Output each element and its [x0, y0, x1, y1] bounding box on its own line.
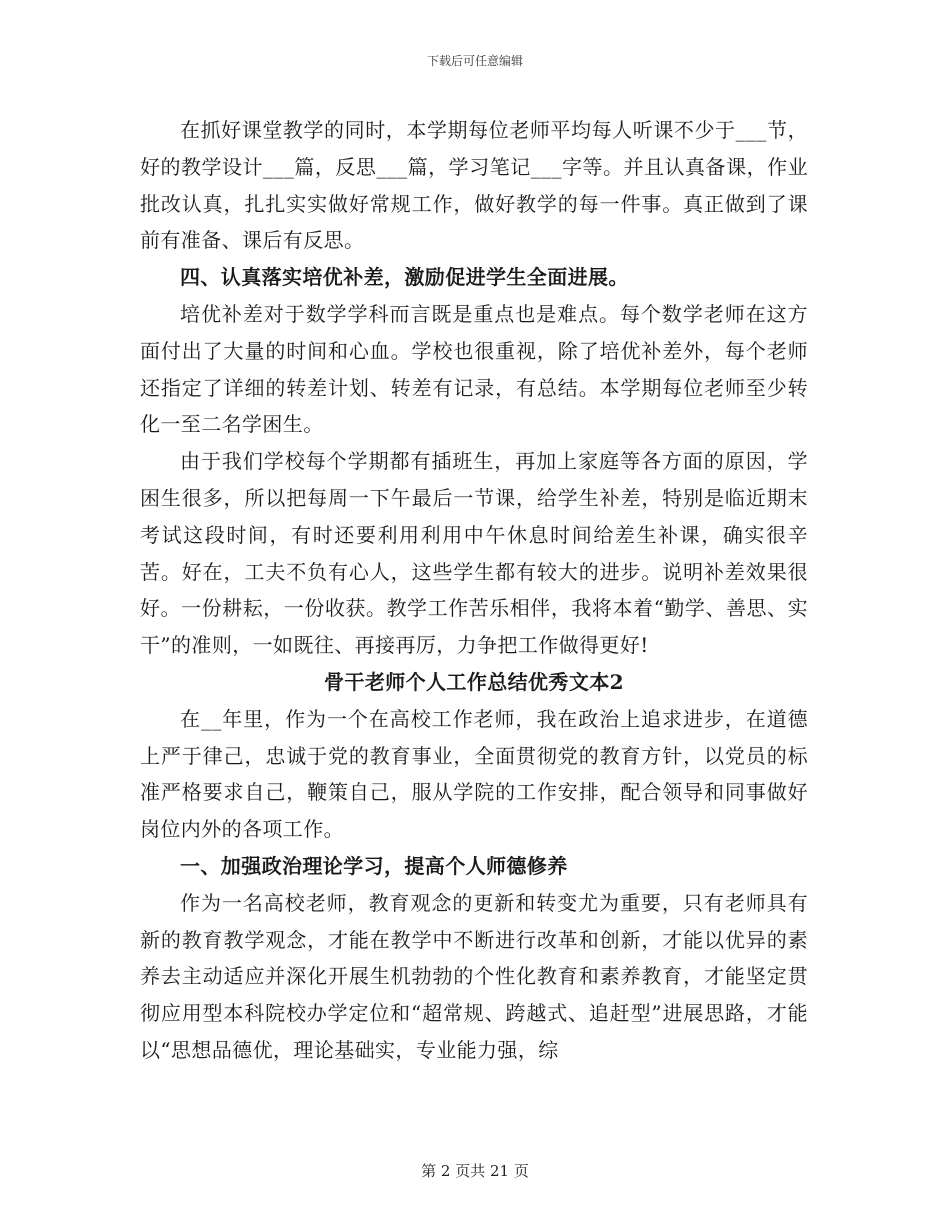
- paragraph-lesson-observation: 在抓好课堂教学的同时，本学期每位老师平均每人听课不少于___节，好的教学设计___篇，反思___篇，学习笔记___字等。并且认真备课，作业批改认真，扎扎实实做好常规工作，做好教学的每一件事。真正做到了课前有准备、课后有反思。: [140, 118, 808, 253]
- page-footer: 第 2 页共 21 页: [421, 1162, 529, 1180]
- document-title-2: 骨干老师个人工作总结优秀文本2: [324, 669, 624, 694]
- paragraph-tutoring-intro: 培优补差对于数学学科而言既是重点也是难点。每个数学老师在这方面付出了大量的时间和心血。学校也很重视，除了培优补差外，每个老师还指定了详细的转差计划、转差有记录，有总结。本学期每位老师至少转化一至二名学困生。: [140, 301, 808, 437]
- page-header: 下载后可任意编辑: [426, 54, 523, 68]
- section-heading-four: 四、认真落实培优补差，激励促进学生全面进展。: [180, 265, 629, 290]
- paragraph-education-concepts: 作为一名高校老师，教育观念的更新和转变尤为重要，只有老师具有新的教育教学观念，才能在教学中不断进行改革和创新，才能以优异的素养去主动适应并深化开展生机勃勃的个性化教育和素养教育，才能坚定贯彻应用型本科院校办学定位和“超常规、跨越式、追赶型”进展思路，才能以“思想品德优，理论基础实，专业能力强，综: [140, 890, 808, 1062]
- paragraph-tutoring-detail: 由于我们学校每个学期都有插班生，再加上家庭等各方面的原因，学困生很多，所以把每周一下午最后一节课，给学生补差，特别是临近期末考试这段时间，有时还要利用利用中午休息时间给差生补课，确实很辛苦。好在，工夫不负有心人，这些学生都有较大的进步。说明补差效果很好。一份耕耘，一份收获。教学工作苦乐相伴，我将本着“勤学、善思、实干”的准则，一如既往、再接再厉，力争把工作做得更好!: [140, 449, 808, 658]
- paragraph-intro-2: 在__年里，作为一个在高校工作老师，我在政治上追求进步，在道德上严于律己，忠诚于党的教育事业，全面贯彻党的教育方针，以党员的标准严格要求自己，鞭策自己，服从学院的工作安排，配合领导和同事做好岗位内外的各项工作。: [140, 706, 808, 842]
- document-body: [140, 112, 808, 1069]
- section-heading-one: 一、加强政治理论学习，提高个人师德修养: [180, 853, 568, 878]
